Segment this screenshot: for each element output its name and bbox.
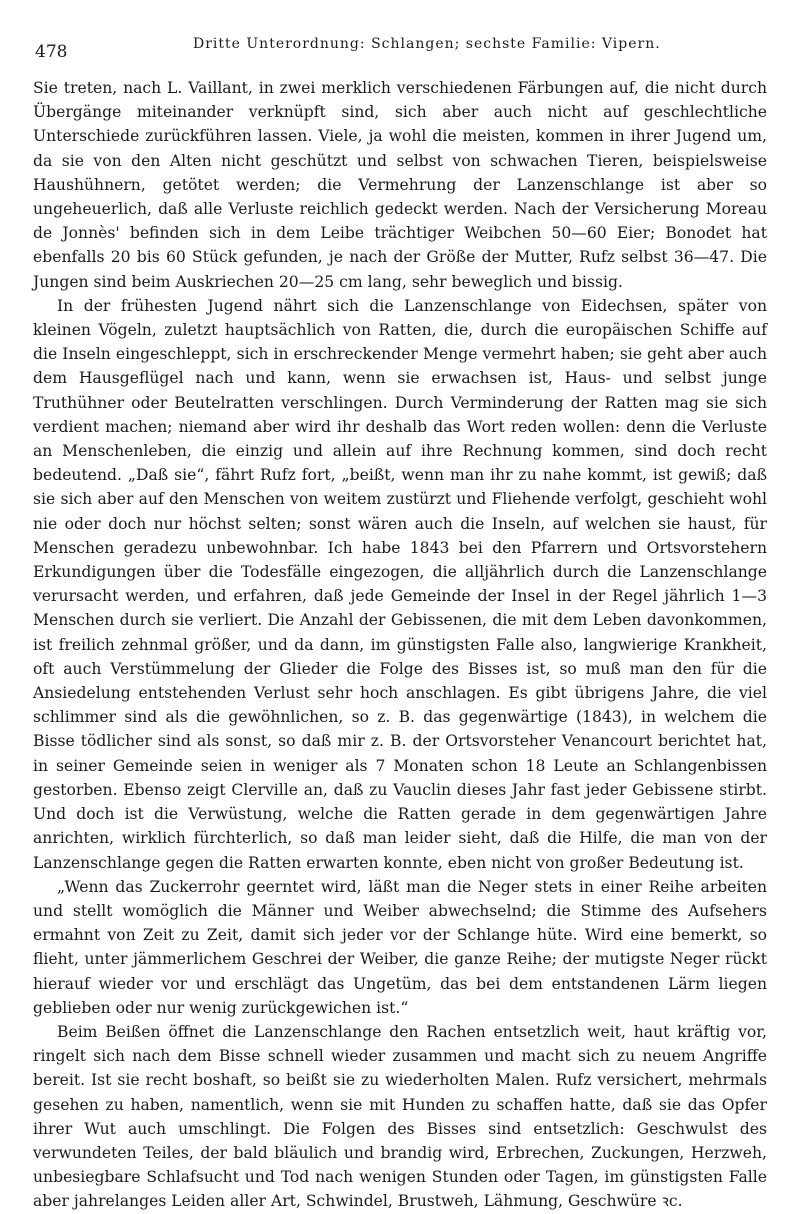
paragraph-3: „Wenn das Zuckerrohr geerntet wird, läßt man die Neger stets in einer Reihe arbeiten und stellt womöglich die Männer und Weiber abwechselnd; die Stimme des Aufsehers ermahnt von Zeit zu Zeit, damit sich jeder vor der Schlange hüte. Wird eine bemerkt, so flieht, unter jämmerlichem Geschrei der Weiber, die ganze Reihe; der mutigste Neger rückt hierauf wieder vor und erschlägt das Ungetüm, das bei dem entstandenen Lärm liegen geblieben oder nur wenig zurückgewichen ist.“ [33,877,767,1017]
page-number: 478 [35,42,68,62]
page-header [33,30,767,60]
running-title: Dritte Unterordnung: Schlangen; sechste Familie: Vipern. [193,36,661,52]
paragraph-2: In der frühesten Jugend nährt sich die Lanzenschlange von Eidechsen, später von kleinen Vögeln, zuletzt hauptsächlich von Ratten, die, durch die europäischen Schiffe auf die Inseln eingeschleppt, sich in erschreckender Menge vermehrt haben; sie geht aber auch dem Hausgeflügel nach und kann, wenn sie erwachsen ist, Haus- und selbst junge Truthühner oder Beutelratten verschlingen. Durch Verminderung der Ratten mag sie sich verdient machen; niemand aber wird ihr deshalb das Wort reden wollen: denn die Verluste an Menschenleben, die einzig und allein auf ihre Rechnung kommen, sind doch recht bedeutend. „Daß sie“, fährt Rufz fort, „beißt, wenn man ihr zu nahe kommt, ist gewiß; daß sie sich aber auf den Menschen von weitem zustürzt und Fliehende verfolgt, geschieht wohl nie oder doch nur höchst selten; sonst wären auch die Inseln, auf welchen sie haust, für Menschen geradezu unbewohnbar. Ich habe 1843 bei den Pfarrern und Ortsvorstehern Erkundigungen über die Todesfälle eingezogen, die alljährlich durch die Lanzenschlange verursacht werden, und erfahren, daß jede Gemeinde der Insel in der Regel jährlich 1—3 Menschen durch sie verliert. Die Anzahl der Gebissenen, die mit dem Leben davonkommen, ist freilich zehnmal größer, und da dann, im günstigsten Falle also, langwierige Krankheit, oft auch Verstümmelung der Glieder die Folge des Bisses ist, so muß man den für die Ansiedelung entstehenden Verlust sehr hoch anschlagen. Es gibt übrigens Jahre, die viel schlimmer sind als die gewöhnlichen, so z. B. das gegenwärtige (1843), in welchem die Bisse tödlicher sind als sonst, so daß mir z. B. der Ortsvorsteher Venancourt berichtet hat, in seiner Gemeinde seien in weniger als 7 Monaten schon 18 Leute an Schlangenbissen gestorben. Ebenso zeigt Clerville an, daß zu Vauclin dieses Jahr fast jeder Gebissene stirbt. Und doch ist die Verwüstung, welche die Ratten gerade in dem gegenwärtigen Jahre anrichten, wirklich fürchterlich, so daß man leider sieht, daß die Hilfe, die man von der Lanzenschlange gegen die Ratten erwarten konnte, eben nicht von großer Bedeutung ist. [33,296,767,872]
book-page [33,30,767,1214]
paragraph-4: Beim Beißen öffnet die Lanzenschlange den Rachen entsetzlich weit, haut kräftig vor, ringelt sich nach dem Bisse schnell wieder zusammen und macht sich zu neuem Angriffe bereit. Ist sie recht boshaft, so beißt sie zu wiederholten Malen. Rufz versichert, mehrmals gesehen zu haben, namentlich, wenn sie mit Hunden zu schaffen hatte, daß sie das Opfer ihrer Wut auch umschlingt. Die Folgen des Bisses sind entsetzlich: Geschwulst des verwundeten Teiles, der bald bläulich und brandig wird, Erbrechen, Zuckungen, Herzweh, unbesiegbare Schlafsucht und Tod nach wenigen Stunden oder Tagen, im günstigsten Falle aber jahrelanges Leiden aller Art, Schwindel, Brustweh, Lähmung, Geschwüre ꝛc. [33,1022,767,1211]
paragraph-1: Sie treten, nach L. Vaillant, in zwei merklich verschiedenen Färbungen auf, die nicht durch Übergänge miteinander verknüpft sind, sich aber auch nicht auf geschlechtliche Unterschiede zurückführen lassen. Viele, ja wohl die meisten, kommen in ihrer Jugend um, da sie von den Alten nicht geschützt und selbst von schwachen Tieren, beispielsweise Haushühnern, getötet werden; die Vermehrung der Lanzenschlange ist aber so ungeheuerlich, daß alle Verluste reichlich gedeckt werden. Nach der Versicherung Moreau de Jonnès' befinden sich in dem Leibe trächtiger Weibchen 50—60 Eier; Bonodet hat ebenfalls 20 bis 60 Stück gefunden, je nach der Größe der Mutter, Rufz selbst 36—47. Die Jungen sind beim Auskriechen 20—25 cm lang, sehr beweglich und bissig. [33,79,767,291]
body-text [33,76,767,1214]
